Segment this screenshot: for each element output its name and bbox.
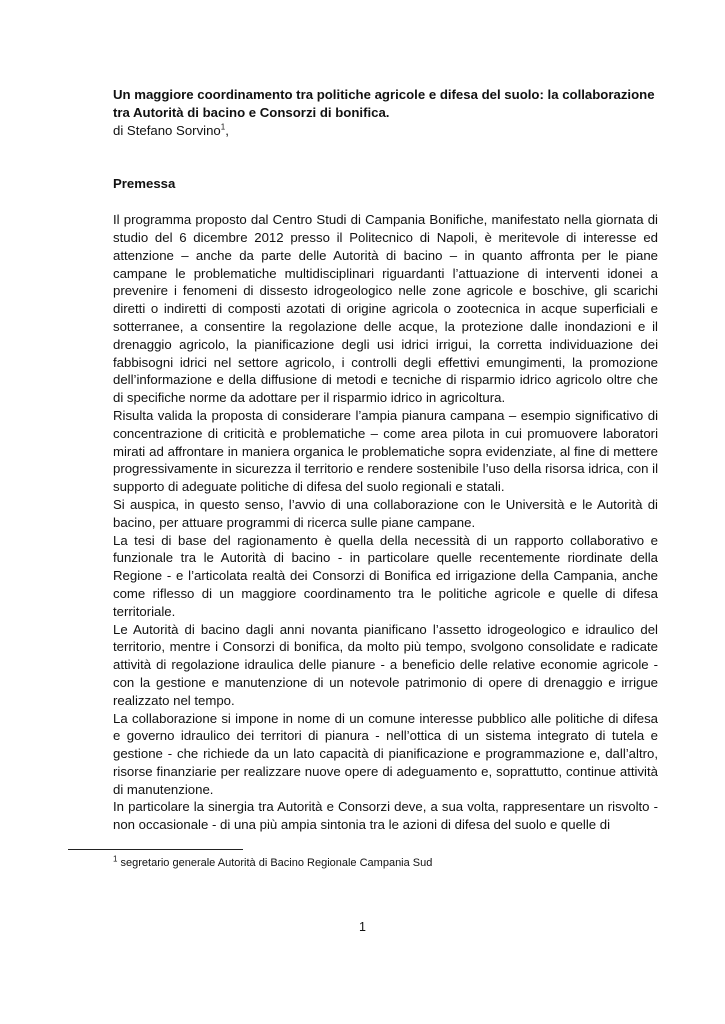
- footnote: [113, 856, 432, 870]
- footnote-text: segretario generale Autorità di Bacino Regionale Campania Sud: [117, 857, 433, 869]
- paragraph: La tesi di base del ragionamento è quella della necessità di un rapporto collaborativo e funzionale tra le Autorità di bacino - in particolare quelle recentemente riordinate della Regione - e l’articolata realtà dei Consorzi di Bonifica ed irrigazione della Campania, anche come riflesso di un maggiore coordinamento tra le politiche agricole e quelle di difesa territoriale.: [113, 532, 658, 619]
- author-line: [113, 122, 658, 140]
- document-title: Un maggiore coordinamento tra politiche agricole e difesa del suolo: la collaborazione tra Autorità di bacino e Consorzi di bonifica.: [113, 87, 655, 120]
- author-suffix: ,: [225, 122, 229, 138]
- paragraph: Le Autorità di bacino dagli anni novanta pianificano l’assetto idrogeologico e idraulico del territorio, mentre i Consorzi di bonifica, da molto più tempo, svolgono consolidate e radicate attività di regolazione idraulica delle pianure - a beneficio delle relative economie agricole - con la gestione e manutenzione di un notevole patrimonio di opere di drenaggio e irrigue realizzato nel tempo.: [113, 621, 658, 708]
- page-number: 1: [359, 920, 366, 934]
- section-heading: Premessa: [113, 176, 176, 192]
- footnote-reference[interactable]: 1: [220, 122, 226, 132]
- paragraph: Si auspica, in questo senso, l’avvio di una collaborazione con le Università e le Autorità di bacino, per attuare programmi di ricerca sulle piane campane.: [113, 496, 658, 530]
- author-name: di Stefano Sorvino: [113, 122, 221, 138]
- paragraph: Risulta valida la proposta di considerare l’ampia pianura campana – esempio significativo di concentrazione di criticità e problematiche – come area pilota in cui promuovere laboratori mirati ad affrontare in maniera organica le problematiche sopra evidenziate, al fine di mettere progressivamente in sicurezza il territorio e rendere sostenibile l’uso della risorsa idrica, con il supporto di adeguate politiche di difesa del suolo regionali e statali.: [113, 407, 658, 495]
- document-body: [113, 86, 658, 834]
- paragraph: In particolare la sinergia tra Autorità e Consorzi deve, a sua volta, rappresentare un risvolto - non occasionale - di una più ampia sintonia tra le azioni di difesa del suolo e quelle di: [113, 799, 658, 833]
- footnote-separator: [68, 849, 243, 850]
- paragraph: Il programma proposto dal Centro Studi di Campania Bonifiche, manifestato nella giornata di studio del 6 dicembre 2012 presso il Politecnico di Napoli, è meritevole di interesse ed attenzione – anche da parte delle Autorità di bacino – in quanto affronta per le piane campane le problematiche multidisciplinari riguardanti l’attuazione di interventi idonei a prevenire i fenomeni di dissesto idrogeologico nelle zone agricole e boschive, gli scarichi diretti o indiretti di composti azotati di origine agricola o zootecnica in acque superficiali e sotterranee, a consentire la regolazione delle acque, la protezione dalle inondazioni e il drenaggio agricolo, la pianificazione degli usi idrici irrigui, la corretta individuazione dei fabbisogni idrici nel settore agricolo, i controlli degli effettivi emungimenti, la promozione dell’informazione e della diffusione di metodi e tecniche di risparmio idrico agricolo oltre che di specifiche norme da adottare per il risparmio idrico in agricoltura.: [113, 212, 658, 406]
- footnote-mark: 1: [113, 854, 118, 864]
- paragraph: La collaborazione si impone in nome di un comune interesse pubblico alle politiche di difesa e governo idraulico dei territori di pianura - nell’ottica di un sistema integrato di tutela e gestione - che richiede da un lato capacità di pianificazione e programmazione e, dall’altro, risorse finanziarie per realizzare nuove opere di adeguamento e, soprattutto, continue attività di manutenzione.: [113, 710, 658, 797]
- body-text: [113, 211, 658, 834]
